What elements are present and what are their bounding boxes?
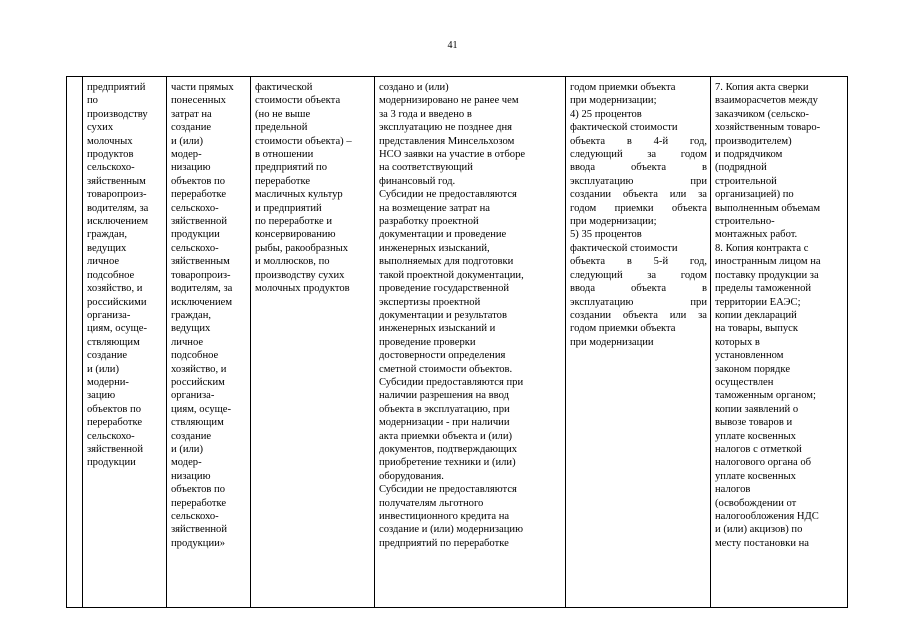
cell-text-line: переработке [87,417,143,429]
cell-text-line: следующий за годом [570,269,707,281]
cell-text-line: разработку проектной [379,216,479,228]
cell-text-line: при модернизации [570,336,654,348]
cell-text-line: части прямых [171,82,234,93]
cell-text-line: модер- [171,149,202,161]
cell-text-line: 8. Копия контракта с [715,242,809,254]
cell-text-line: создании объекта или за [570,189,707,201]
cell-text-line: зяйственной [87,443,144,455]
cell-text-line: и (или) [87,363,119,375]
cell-text-line: документации и результатов [379,309,507,321]
cell-text-line: такой проектной документации, [379,269,524,281]
cell-text-line: при модернизации; [570,95,657,107]
cell-text-line: оборудования. [379,470,444,482]
cell-text-line: создано и (или) [379,82,449,93]
document-table [66,76,848,608]
cell-text-line: и моллюсков, по [255,256,330,268]
cell-text-line: 4) 25 процентов [570,108,642,120]
cell-text-line: ствляющим [87,336,140,348]
cell-text-line: годом приемки объекта [570,82,676,93]
cell-text-line: производству сухих [255,269,345,281]
page-number: 41 [447,40,458,51]
cell-text-line: копии деклараций [715,309,797,321]
table-cell-col-1 [67,77,83,608]
cell-text-line: переработке [255,175,311,187]
cell-text-line: стоимости объекта) – [255,135,352,147]
cell-text-line: ствляющим [171,417,224,429]
cell-text-line: инженерных изысканий, [379,242,490,254]
cell-text-line: объектов по [171,484,226,496]
cell-text-line: годом приемки объекта [570,323,676,335]
cell-text-line: НСО заявки на участие в отборе [379,149,526,161]
cell-text-line: молочных продуктов [255,283,350,295]
cell-text-line: низацию [171,470,211,482]
cell-text-line: понесенных [171,95,226,107]
cell-text-line: исключением [171,296,233,308]
cell-text-line: выполненным объемам [715,202,821,214]
cell-text-line: модерни- [87,376,129,388]
cell-text-line: ввода объекта в [570,283,707,295]
cell-text-line: вывозе товаров и [715,417,793,429]
cell-text-line: масличных культур [255,189,343,201]
cell-text-line: и (или) акцизов) по [715,524,803,536]
cell-text-line: уплате косвенных [715,430,796,442]
cell-text-line: и подрядчиком [715,149,783,161]
cell-text-line: затрат на [171,108,212,120]
cell-text-line: граждан, [87,229,128,241]
cell-text-line: 5) 35 процентов [570,229,642,241]
cell-text-line: строительной [715,175,777,187]
cell-text-line: которых в [715,336,760,348]
cell-text-line: 7. Копия акта сверки [715,82,809,93]
cell-text-line: акта приемки объекта и (или) [379,430,513,442]
cell-text-line: (освобождении от [715,497,797,509]
cell-text-line: получателям льготного [379,497,484,509]
cell-text-line: фактической стоимости [570,122,678,134]
cell-text-line: ввода объекта в [570,162,707,174]
table-row [67,77,848,608]
cell-text-line: подсобное [171,350,219,362]
cell-text-line: эксплуатацию при [570,296,707,308]
cell-text-line: создание [87,350,128,362]
cell-text-line: взаиморасчетов между [715,95,818,107]
cell-text-line: копии заявлений о [715,403,799,415]
cell-text-line: низацию [171,162,211,174]
cell-text-line: за 3 года и введено в [379,108,472,120]
cell-text-line: годом приемки объекта [570,202,707,214]
cell-text-line: объекта в 4-й год, [570,135,707,147]
cell-text-line: налогов [715,484,751,496]
cell-text-line: эксплуатацию не позднее дня [379,122,513,134]
cell-text-line: сметной стоимости объектов. [379,363,513,375]
cell-text-line: заказчиком (сельско- [715,108,809,120]
cell-text-line: финансовый год. [379,175,456,187]
cell-text-line: зяйственным [87,175,146,187]
cell-text-line: зяйственной [171,524,228,536]
cell-text-line: и предприятий [255,202,322,214]
cell-text-line: налогообложения НДС [715,511,819,522]
cell-text-line: (но не выше [255,108,311,120]
cell-text-line: ведущих [171,323,211,335]
cell-text-line: на товары, выпуск [715,323,799,335]
cell-text-line: объекта в эксплуатацию, при [379,403,510,415]
cell-text-line: законом порядке [715,363,791,375]
cell-text-line: граждан, [171,309,212,321]
cell-text-line: товаропроиз- [87,189,147,201]
cell-text-line: по [87,95,98,107]
cell-text-line: сухих [87,122,114,134]
cell-text-line: производителем) [715,135,792,147]
table-cell-col-5 [375,77,566,608]
cell-text-line: российскими [87,296,147,308]
cell-text-line: по переработке и [255,216,333,228]
cell-text-line: циям, осуще- [171,403,232,415]
cell-text-line: продукции [87,457,136,469]
cell-text-line: создании объекта или за [570,309,707,321]
cell-text-line: организацией) по [715,189,794,201]
cell-text-line: Субсидии не предоставляются [379,189,517,201]
cell-text-line: переработке [171,497,227,509]
cell-text-line: создание [171,430,212,442]
cell-text-line: создание [171,122,212,134]
cell-text-line: российским [171,376,225,388]
cell-text-line: хозяйство, и [171,363,227,375]
cell-text-line: зяйственной [171,216,228,228]
cell-text-line: производству [87,108,148,120]
table-cell-col-7 [711,77,848,608]
cell-text-line: фактической [255,82,313,93]
cell-text-line: пределы таможенной [715,283,812,295]
cell-text-line: стоимости объекта [255,95,341,107]
cell-text-line: иностранным лицом на [715,256,821,268]
cell-text-line: создание и (или) модернизацию [379,524,523,536]
cell-text-line: документации и проведение [379,229,507,241]
cell-text-line: проведение государственной [379,283,510,295]
cell-text-line: наличии разрешения на ввод [379,390,509,402]
cell-text-line: уплате косвенных [715,470,796,482]
cell-text-line: циям, осуще- [87,323,148,335]
cell-text-line: личное [171,336,204,348]
cell-text-line: модернизировано не ранее чем [379,95,519,107]
cell-text-line: инвестиционного кредита на [379,511,510,522]
cell-text-line: монтажных работ. [715,229,798,241]
cell-text-line: продукции» [171,537,226,549]
cell-text-line: таможенным органом; [715,390,816,402]
cell-text-line: сельскохо- [171,202,219,214]
cell-text-line: Субсидии предоставляются при [379,376,524,388]
cell-text-line: проведение проверки [379,336,476,348]
cell-text-line: в отношении [255,149,314,161]
cell-text-line: водителям, за [171,283,233,295]
cell-text-line: исключением [87,216,149,228]
cell-text-line: эксплуатацию при [570,175,707,187]
cell-text-line: хозяйство, и [87,283,143,295]
cell-text-line: хозяйственным товаро- [715,122,821,134]
table-cell-col-3 [167,77,251,608]
cell-text-line: продуктов [87,149,134,161]
cell-text-line: строительно- [715,216,775,228]
cell-text-line: рыбы, ракообразных [255,242,349,254]
cell-text-line: консервированию [255,229,336,241]
cell-text-line: сельскохо- [87,430,135,442]
cell-text-line: сельскохо- [171,511,219,522]
cell-text-line: модер- [171,457,202,469]
cell-text-line: на соответствующий [379,162,473,174]
cell-text-line: объектов по [171,175,226,187]
cell-text-line: сельскохо- [171,242,219,254]
cell-text-line: следующий за годом [570,149,707,161]
cell-text-line: переработке [171,189,227,201]
cell-text-line: и (или) [171,443,203,455]
table-cell-col-2 [83,77,167,608]
cell-text-line: фактической стоимости [570,242,678,254]
cell-text-line: молочных [87,135,133,147]
cell-text-line: зацию [87,390,116,402]
cell-text-line: на возмещение затрат на [379,202,490,214]
cell-text-line: подсобное [87,269,135,281]
cell-text-line: объекта в 5-й год, [570,256,707,268]
cell-text-line: установленном [715,350,784,362]
cell-text-line: предприятий [87,82,146,93]
cell-text-line: предприятий по [255,162,328,174]
cell-text-line: товаропроиз- [171,269,231,281]
cell-text-line: налогов с отметкой [715,443,802,455]
cell-text-line: ведущих [87,242,127,254]
cell-text-line: предприятий по переработке [379,537,509,549]
cell-text-line: предельной [255,122,308,134]
cell-text-line: документов, подтверждающих [379,443,518,455]
cell-text-line: продукции [171,229,220,241]
cell-text-line: зяйственным [171,256,230,268]
cell-text-line: территории ЕАЭС; [715,296,801,308]
cell-text-line: месту постановки на [715,537,810,549]
cell-text-line: и (или) [171,135,203,147]
cell-text-line: сельскохо- [87,162,135,174]
cell-text-line: налогового органа об [715,457,812,469]
cell-text-line: представления Минсельхозом [379,135,515,147]
cell-text-line: достоверности определения [379,350,506,362]
cell-text-line: инженерных изысканий и [379,323,496,335]
cell-text-line: организа- [171,390,215,402]
cell-text-line: осуществлен [715,376,774,388]
cell-text-line: экспертизы проектной [379,296,481,308]
cell-text-line: при модернизации; [570,216,657,228]
cell-text-line: поставку продукции за [715,269,819,281]
table-cell-col-6 [566,77,711,608]
cell-text-line: (подрядной [715,162,767,174]
cell-text-line: выполняемых для подготовки [379,256,514,268]
cell-text-line: приобретение техники и (или) [379,457,516,469]
cell-text-line: личное [87,256,120,268]
cell-text-line: объектов по [87,403,142,415]
cell-text-line: Субсидии не предоставляются [379,484,517,496]
table-cell-col-4 [251,77,375,608]
cell-text-line: организа- [87,309,131,321]
cell-text-line: модернизации - при наличии [379,417,510,429]
cell-text-line: водителям, за [87,202,149,214]
